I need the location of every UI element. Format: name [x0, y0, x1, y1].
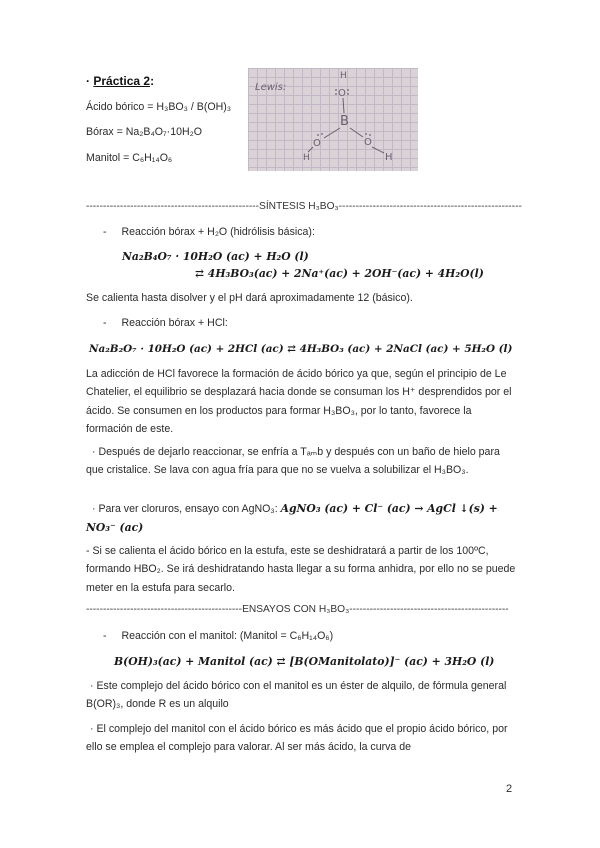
reaction-1-label [103, 226, 315, 238]
note-heat: Se calienta hasta disolver y el pH dará aproximadamente 12 (básico). [86, 292, 413, 304]
paragraph-acid [86, 720, 518, 757]
list-dash: - [103, 226, 107, 238]
atom-h-left: H [303, 153, 310, 163]
atom-o-left: O [313, 138, 321, 149]
section-title: ENSAYOS CON H₃BO₃ [242, 604, 350, 615]
section-dashes-right: ----------------------------------------------- [349, 604, 509, 615]
list-dash: - [103, 317, 107, 329]
title-bullet: · [86, 74, 90, 88]
bond-b-o-left [324, 128, 340, 138]
reaction-3-label [103, 630, 333, 642]
section-dashes-left: ---------------------------------------------- [86, 604, 243, 615]
lewis-label: Lewis: [255, 82, 287, 93]
page-title [86, 74, 154, 88]
bond-o-h-left [308, 147, 313, 152]
title-text: Práctica 2 [93, 74, 151, 88]
reaction-2-equation: Na₂B₂O₇ · 10H₂O (ac) + 2HCl (ac) ⇄ 4H₃BO₃ (ac) + 2NaCl (ac) + 5H₂O (l) [89, 343, 513, 355]
reaction-3-equation: B(OH)₃(ac) + Manitol (ac) ⇄ [B(OManitolato)]⁻ (ac) + 3H₂O (l) [114, 655, 495, 668]
reaction-1-equation-line-2: ⇄ 4H₃BO₃(ac) + 2Na⁺(ac) + 2OH⁻(ac) + 4H₂O(l) [195, 267, 484, 280]
lewis-structure-image [248, 68, 418, 171]
list-dash: - [103, 630, 107, 642]
section-dashes-left: --------------------------------------------------- [86, 201, 260, 212]
section-tests-header [86, 604, 509, 615]
section-title: SÍNTESIS H₃BO₃ [259, 201, 339, 212]
paragraph-hcl [86, 365, 516, 438]
paragraph-stove-text: - Si se calienta el ácido bórico en la estufa, este se deshidratará a partir de los 100ºC, formando HBO₂. Se irá deshidratando hasta llegar a su forma anhidra, por ello no se puede meter en la estufa para secarlo. [86, 545, 516, 594]
reaction-2-label [103, 317, 228, 329]
paragraph-chloride [86, 500, 516, 537]
reaction-label-text: Reacción bórax + HCl: [121, 317, 228, 329]
reaction-label-text: Reacción bórax + H₂O (hidrólisis básica): [121, 226, 315, 238]
chloride-text: · Para ver cloruros, ensayo con AgNO₃: [92, 503, 278, 515]
paragraph-hcl-text: La adicción de HCl favorece la formación de ácido bórico ya que, según el principio de Le Chatelier, el equilibrio se desplazará hacia donde se consuman los H⁺ desprendidos por el ácido. Se consumen en los productos para formar H₃BO₃, por lo tanto, favorece la formación de este. [86, 368, 512, 435]
bond-b-o-top [343, 98, 344, 113]
section-synthesis-header [86, 201, 522, 212]
paragraph-cool-text: · Después de dejarlo reaccionar, se enfría a Tₐₘb y después con un baño de hielo para que cristalice. Se lava con agua fría para que no se vuelva a solubilizar el H₃BO₃. [86, 446, 500, 477]
definition-borax: Bórax = Na₂B₄O₇·10H₂O [86, 126, 202, 138]
definition-boric-acid: Ácido bórico = H₃BO₃ / B(OH)₃ [86, 101, 232, 113]
atom-o-right: O [364, 137, 372, 148]
definition-mannitol: Manitol = C₆H₁₄O₆ [86, 152, 173, 164]
atom-h-right: H [385, 152, 393, 163]
bond-o-h-right [372, 147, 384, 153]
atom-o-top: O [338, 88, 346, 99]
atom-b: B [340, 114, 349, 129]
paragraph-acid-text: · El complejo del manitol con el ácido bórico es más ácido que el propio ácido bórico, por ello se emplea el complejo para valorar. Al ser más ácido, la curva de [86, 723, 508, 754]
reaction-1-equation-line-1: Na₂B₄O₇ · 10H₂O (ac) + H₂O (l) [122, 250, 309, 263]
section-dashes-right: ------------------------------------------------------ [338, 201, 522, 212]
paragraph-ester-text: · Este complejo del ácido bórico con el manitol es un éster de alquilo, de fórmula general B(OR)₃, donde R es un alquilo [86, 680, 507, 711]
paragraph-cool [86, 443, 516, 480]
lewis-structure-drawing [248, 68, 418, 171]
atom-h-top: H [340, 71, 347, 81]
page-number: 2 [506, 783, 513, 795]
bond-b-o-right [350, 128, 363, 137]
chloride-equation-part-2: NO₃⁻ (ac) [86, 521, 144, 534]
chloride-equation-part-1: AgNO₃ (ac) + Cl⁻ (ac) → AgCl ↓(s) + [280, 502, 498, 515]
paragraph-stove [86, 542, 518, 597]
reaction-label-text: Reacción con el manitol: (Manitol = C₆H₁₄O₆) [121, 630, 334, 642]
title-colon: : [150, 74, 155, 88]
paragraph-ester [86, 677, 516, 714]
